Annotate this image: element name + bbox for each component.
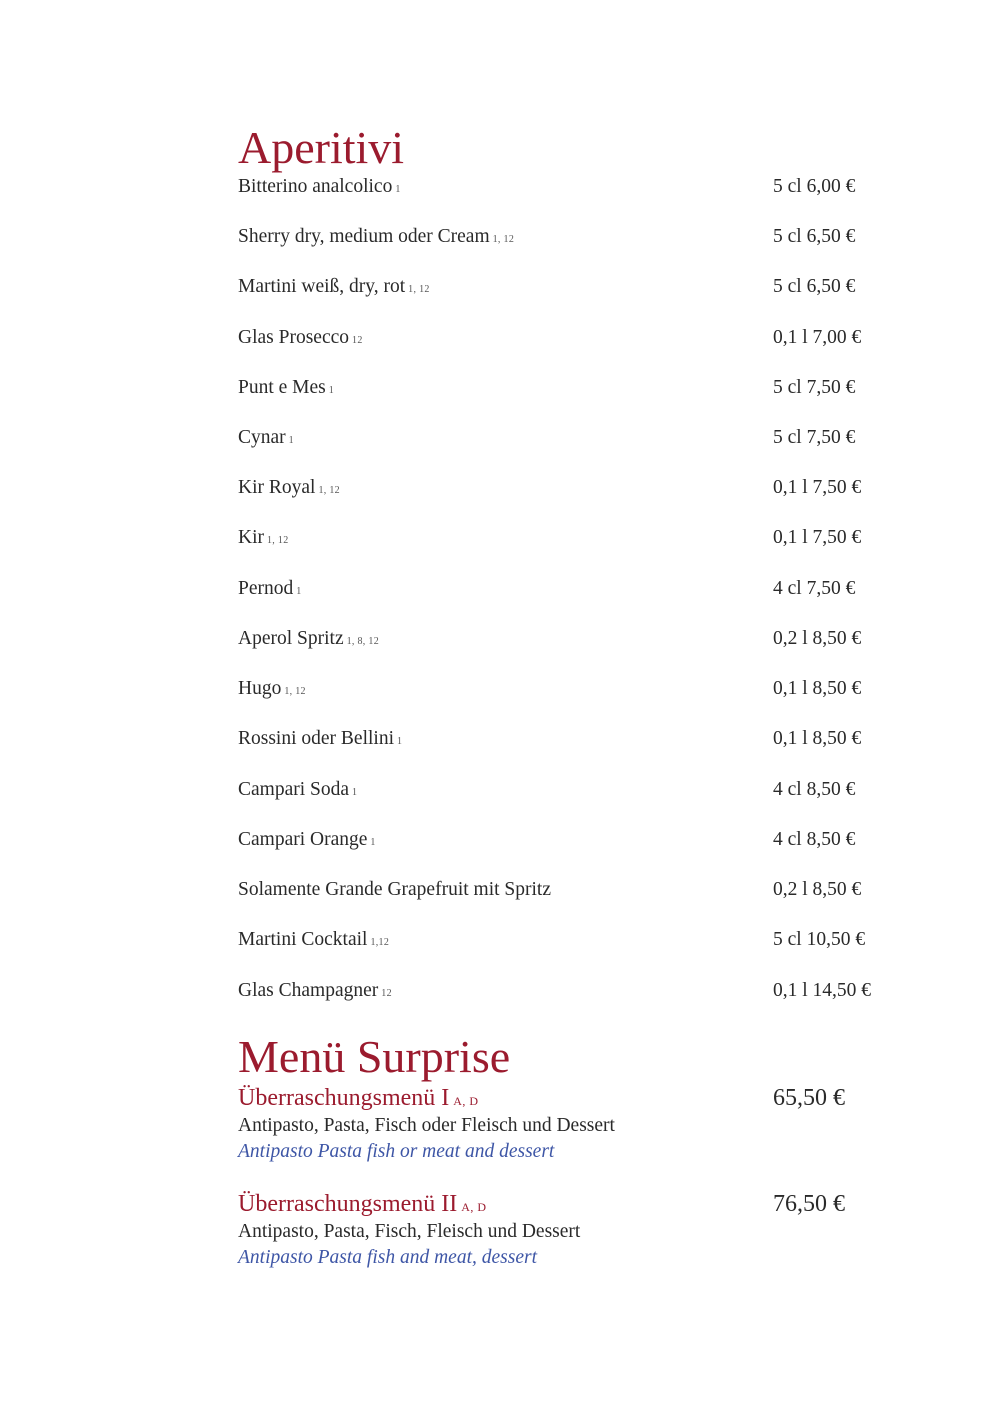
item-price: 0,2 l 8,50 € [773,628,862,649]
item-price: 5 cl 6,00 € [773,176,856,197]
item-price: 5 cl 10,50 € [773,929,866,950]
item-allergen-note: 1,12 [370,937,390,948]
aperitivo-item [238,523,898,553]
aperitivo-item [238,624,898,654]
item-name: Martini weiß, dry, rot [238,276,406,297]
item-allergen-note: 1 [288,435,294,446]
item-name-wrap [238,925,389,958]
menu-allergen-note: A, D [453,1094,479,1108]
item-price: 0,1 l 7,00 € [773,327,862,348]
item-price: 5 cl 7,50 € [773,427,856,448]
item-name: Solamente Grande Grapefruit mit Spritz [238,879,551,900]
item-price: 5 cl 7,50 € [773,377,856,398]
aperitivo-item [238,925,898,955]
item-allergen-note: 1, 12 [267,535,289,546]
aperitivo-item [238,976,898,1006]
menu-name: Überraschungsmenü I [238,1085,450,1111]
item-name-wrap [238,775,357,808]
item-price: 0,1 l 7,50 € [773,477,862,498]
item-name: Cynar [238,427,286,448]
aperitivo-item [238,323,898,353]
menu-description: Antipasto, Pasta, Fisch, Fleisch und Dessert [238,1221,581,1242]
item-price: 5 cl 6,50 € [773,226,856,247]
item-allergen-note: 1 [296,586,302,597]
item-allergen-note: 1, 8, 12 [346,636,380,647]
item-price: 0,1 l 7,50 € [773,527,862,548]
menu-surprise-title: Menü Surprise [238,1031,511,1082]
item-name-wrap [238,976,392,1009]
menu-price: 76,50 € [773,1191,845,1217]
menu-name-wrap [238,1189,487,1222]
aperitivo-item [238,724,898,754]
aperitivo-item [238,875,898,905]
item-price: 0,1 l 8,50 € [773,728,862,749]
item-price: 4 cl 8,50 € [773,829,856,850]
item-allergen-note: 1 [395,184,401,195]
menu-description-english: Antipasto Pasta fish and meat, dessert [238,1247,537,1268]
item-name-wrap [238,624,379,657]
item-name-wrap [238,674,306,707]
aperitivo-item [238,825,898,855]
item-name: Glas Prosecco [238,327,350,348]
item-name: Rossini oder Bellini [238,728,394,749]
item-allergen-note: 1, 12 [284,686,306,697]
item-name-wrap [238,272,430,305]
item-name: Pernod [238,578,294,599]
menu-name: Überraschungsmenü II [238,1191,458,1217]
item-price: 0,1 l 8,50 € [773,678,862,699]
item-allergen-note: 1 [328,385,335,396]
item-name: Kir [238,527,264,548]
item-name: Campari Orange [238,829,368,850]
aperitivo-item [238,674,898,704]
item-name-wrap [238,724,402,757]
aperitivo-item [238,775,898,805]
menu-allergen-note: A, D [461,1200,487,1214]
aperitivo-item [238,574,898,604]
item-name: Glas Champagner [238,980,379,1001]
item-name-wrap [238,523,289,556]
item-allergen-note: 12 [352,335,363,346]
menu-description-english: Antipasto Pasta fish or meat and dessert [238,1141,555,1162]
aperitivo-item [238,373,898,403]
aperitivo-item [238,222,898,252]
item-name: Sherry dry, medium oder Cream [238,226,490,247]
aperitivo-item [238,473,898,503]
menu-price: 65,50 € [773,1085,845,1111]
item-price: 0,2 l 8,50 € [773,879,862,900]
item-name: Hugo [238,678,282,699]
item-name-wrap [238,222,514,255]
item-name-wrap [238,875,554,908]
item-name: Martini Cocktail [238,929,368,950]
item-allergen-note: 1 [397,736,403,747]
aperitivo-item [238,172,898,202]
item-name: Bitterino analcolico [238,176,393,197]
item-allergen-note: 1 [352,787,358,798]
item-name: Kir Royal [238,477,316,498]
item-name: Punt e Mes [238,377,326,398]
item-name-wrap [238,172,401,205]
item-allergen-note: 1, 12 [492,234,515,245]
item-name: Campari Soda [238,779,350,800]
item-allergen-note: 12 [381,988,392,999]
menu-description: Antipasto, Pasta, Fisch oder Fleisch und Dessert [238,1115,615,1136]
item-name-wrap [238,373,334,406]
item-price: 5 cl 6,50 € [773,276,856,297]
item-name-wrap [238,574,302,607]
menu-name-wrap [238,1083,479,1116]
item-name-wrap [238,423,294,456]
item-allergen-note: 1 [370,837,376,848]
item-allergen-note: 1, 12 [318,485,340,496]
item-price: 4 cl 7,50 € [773,578,856,599]
item-name-wrap [238,323,363,356]
aperitivi-title: Aperitivi [238,122,405,173]
aperitivo-item [238,272,898,302]
item-name-wrap [238,473,340,506]
item-name-wrap [238,825,376,858]
item-allergen-note: 1, 12 [408,284,430,295]
aperitivo-item [238,423,898,453]
item-name: Aperol Spritz [238,628,344,649]
item-price: 4 cl 8,50 € [773,779,856,800]
item-price: 0,1 l 14,50 € [773,980,872,1001]
